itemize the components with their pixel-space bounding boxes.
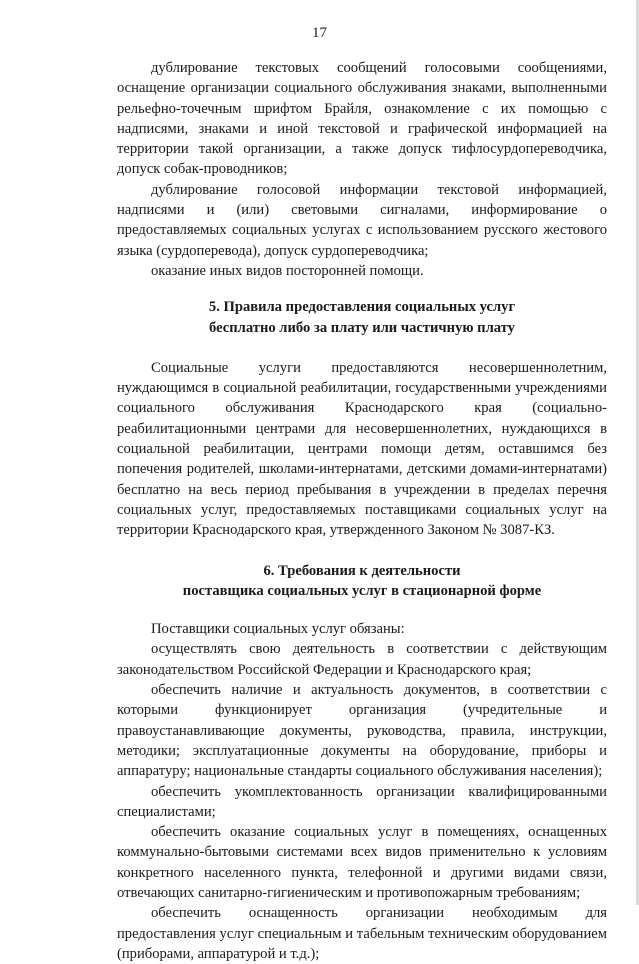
section-5-title-line-2: бесплатно либо за плату или частичную плату <box>209 319 515 336</box>
paragraph: обеспечить оснащенность организации необходимым для предоставления услуг специальным и табельным техническим оборудованием (приборами, аппаратурой и т.д.); <box>117 905 607 962</box>
paragraph: дублирование текстовых сообщений голосовыми сообщениями, оснащение организации социального обслуживания знаками, выполненными рельефно-точечным шрифтом Брайля, ознакомление с их помощью с надписями, знаками и иной текстовой и графической информацией на территории такой организации, а также допуск тифлосурдопереводчика, допуск собак-проводников; <box>117 60 607 178</box>
section-6-heading <box>117 561 607 602</box>
section-6-title-line-2: поставщика социальных услуг в стационарной форме <box>182 582 542 599</box>
paragraph: осуществлять свою деятельность в соответствии с действующим законодательством Российской Федерации и Краснодарского края; <box>117 641 607 678</box>
section-5-title-line-1: 5. Правила предоставления социальных услуг <box>208 299 516 316</box>
paragraph: Социальные услуги предоставляются несовершеннолетним, нуждающимся в социальной реабилитации, государственными учреждениями социального обслуживания Краснодарского края (социально-реабилитационными центрами для несовершеннолетних, нуждающихся в социальной реабилитации, центрами помощи детям, оставшимся без попечения родителей, школами-интернатами, детскими домами-интернатами) бесплатно на весь период пребывания в учреждении в пределах перечня социальных услуг, предоставляемых поставщиками социальных услуг на территории Краснодарского края, утвержденного Законом № 3087-КЗ. <box>117 359 607 539</box>
paragraph: оказание иных видов посторонней помощи. <box>151 262 424 279</box>
paragraph: Поставщики социальных услуг обязаны: <box>151 621 405 638</box>
section-6-title-line-1: 6. Требования к деятельности <box>263 562 461 579</box>
paragraph: обеспечить оказание социальных услуг в помещениях, оснащенных коммунально-бытовыми системами всех видов применительно к условиям конкретного населенного пункта, телефонной и другими видами связи, отвечающих санитарно-гигиеническим и противопожарным требованиям; <box>117 824 607 901</box>
paragraph: дублирование голосовой информации текстовой информацией, надписями и (или) световыми сигналами, информирование о предоставляемых социальных услугах с использованием русского жестового языка (сурдоперевода), допуск сурдопереводчика; <box>117 181 607 259</box>
paragraph: обеспечить укомплектованность организации квалифицированными специалистами; <box>117 783 607 820</box>
paragraph: обеспечить наличие и актуальность документов, в соответствии с которыми функционирует организация (учредительные и правоустанавливающие документы, руководства, правила, инструкции, методики; эксплуатационные документы на оборудование, приборы и аппаратуру; национальные стандарты социального обслуживания населения); <box>117 682 607 780</box>
section-5-heading <box>117 297 607 338</box>
document-body <box>117 58 607 964</box>
page-number: 17 <box>312 25 327 41</box>
